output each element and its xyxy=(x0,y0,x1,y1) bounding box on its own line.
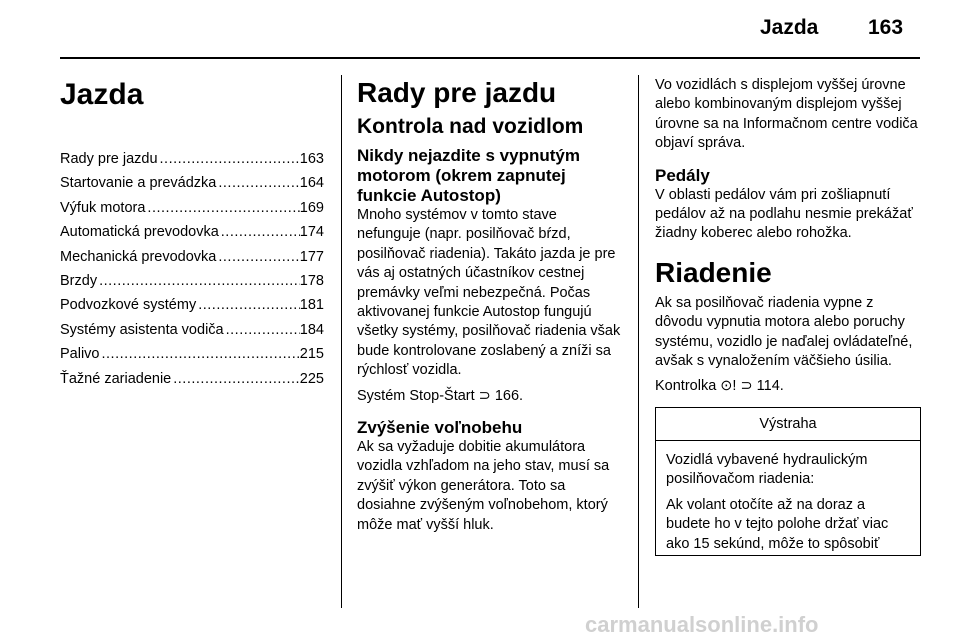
section-heading: Rady pre jazdu xyxy=(357,77,557,108)
topic-heading: Nikdy nejazdite s vypnutým motorom (okrem zapnutej funkcie Autostop) xyxy=(357,146,580,205)
toc-entry-page: 177 xyxy=(299,248,324,265)
page-number: 163 xyxy=(868,16,904,39)
topic-heading: Pedály xyxy=(655,165,710,185)
toc-leader-dots xyxy=(216,248,299,267)
paragraph: Ak sa vyžaduje dobitie akumulátora vozidla vzhľadom na jeho stav, musí sa zvýšiť výkon generátora. Toto sa dosiahne zvýšeným voľnobehom, ktorý môže mať vyšší hluk. xyxy=(357,439,610,533)
toc-entry-page: 215 xyxy=(299,346,324,363)
paragraph: Vo vozidlách s displejom vyššej úrovne alebo kombinovaným displejom vyššej úrovne sa na Informačnom centre vodiča objaví správa. xyxy=(655,77,918,152)
content-column-1 xyxy=(357,76,621,541)
toc-entry-page: 181 xyxy=(299,297,324,314)
toc-entry[interactable] xyxy=(60,296,324,315)
cross-reference: Kontrolka ⊙! ⊃ 114. xyxy=(655,378,784,395)
toc-entry-page: 184 xyxy=(299,321,324,338)
content-column-2 xyxy=(655,76,921,556)
toc-entry-label: Rady pre jazdu xyxy=(60,151,158,167)
toc-column xyxy=(60,76,324,394)
toc-entry[interactable] xyxy=(60,223,324,242)
chapter-title: Jazda xyxy=(60,78,144,111)
warning-text: Ak volant otočíte až na doraz a budete ho v tejto polohe držať viac ako 15 sekúnd, môže to spôsobiť xyxy=(666,496,889,552)
toc-entry[interactable] xyxy=(60,321,324,340)
subsection-heading: Kontrola nad vozidlom xyxy=(357,115,584,138)
toc-entry[interactable] xyxy=(60,199,324,218)
warning-title: Výstraha xyxy=(656,408,920,441)
toc-entry[interactable] xyxy=(60,345,324,364)
warning-text: Vozidlá vybavené hydraulickým posilňovačom riadenia: xyxy=(666,451,868,488)
paragraph: Mnoho systémov v tomto stave nefunguje (napr. posilňovač bŕzd, posilňovač riadenia). Takáto jazda je pre vás aj ostatných účastníkov cestnej premávky veľmi nebezpečná. Počas aktivovanej funkcie Autostop fungujú všetky systémy, posilňovač riadenia však bude kontrolovane zoslabený a zníži sa rýchlosť vozidla. xyxy=(357,207,621,379)
toc-leader-dots xyxy=(97,272,300,291)
toc-entry-label: Brzdy xyxy=(60,272,98,289)
toc-entry-page: 225 xyxy=(299,370,324,387)
watermark: carmanualsonline.info xyxy=(585,612,819,637)
toc-entry-label: Výfuk motora xyxy=(60,199,146,216)
toc-entry-page: 178 xyxy=(299,272,324,289)
column-divider xyxy=(638,75,639,608)
toc-entry-page: 174 xyxy=(299,224,324,241)
toc-leader-dots xyxy=(219,223,300,242)
toc-leader-dots xyxy=(224,321,300,340)
toc-leader-dots xyxy=(216,174,299,193)
toc-entry-label: Automatická prevodovka xyxy=(60,224,219,241)
cross-reference: Systém Stop-Štart ⊃ 166. xyxy=(357,387,524,404)
toc-entry-page: 163 xyxy=(299,151,324,167)
toc-entry[interactable] xyxy=(60,248,324,267)
toc-entry-page: 164 xyxy=(299,175,324,192)
column-divider xyxy=(341,75,342,608)
toc-entry-label: Startovanie a prevádzka xyxy=(60,175,217,192)
toc-entry-label: Palivo xyxy=(60,346,100,363)
toc-entry[interactable] xyxy=(60,150,324,169)
warning-box xyxy=(655,407,921,556)
toc-leader-dots xyxy=(171,370,300,389)
table-of-contents xyxy=(60,150,324,389)
paragraph: V oblasti pedálov vám pri zošliapnutí pedálov až na podlahu nesmie prekážať žiadny koberec alebo rohožka. xyxy=(655,186,913,242)
toc-entry-label: Podvozkové systémy xyxy=(60,297,197,314)
toc-entry-label: Systémy asistenta vodiča xyxy=(60,321,224,338)
toc-leader-dots xyxy=(100,345,300,364)
toc-entry-label: Mechanická prevodovka xyxy=(60,248,217,265)
toc-leader-dots xyxy=(145,199,299,218)
toc-entry[interactable] xyxy=(60,272,324,291)
toc-leader-dots xyxy=(158,150,300,169)
toc-entry[interactable] xyxy=(60,174,324,193)
header-title: Jazda xyxy=(760,16,819,39)
toc-entry-label: Ťažné zariadenie xyxy=(60,370,172,387)
topic-heading: Zvýšenie voľnobehu xyxy=(357,418,523,438)
paragraph: Ak sa posilňovač riadenia vypne z dôvodu vypnutia motora alebo poruchy systému, vozidlo je naďalej ovládateľné, avšak s vynaložením väčšieho úsilia. xyxy=(655,294,913,370)
header-divider xyxy=(60,57,920,59)
toc-entry[interactable] xyxy=(60,370,324,389)
toc-leader-dots xyxy=(196,296,300,315)
section-heading: Riadenie xyxy=(655,256,772,288)
toc-entry-page: 169 xyxy=(299,199,324,216)
